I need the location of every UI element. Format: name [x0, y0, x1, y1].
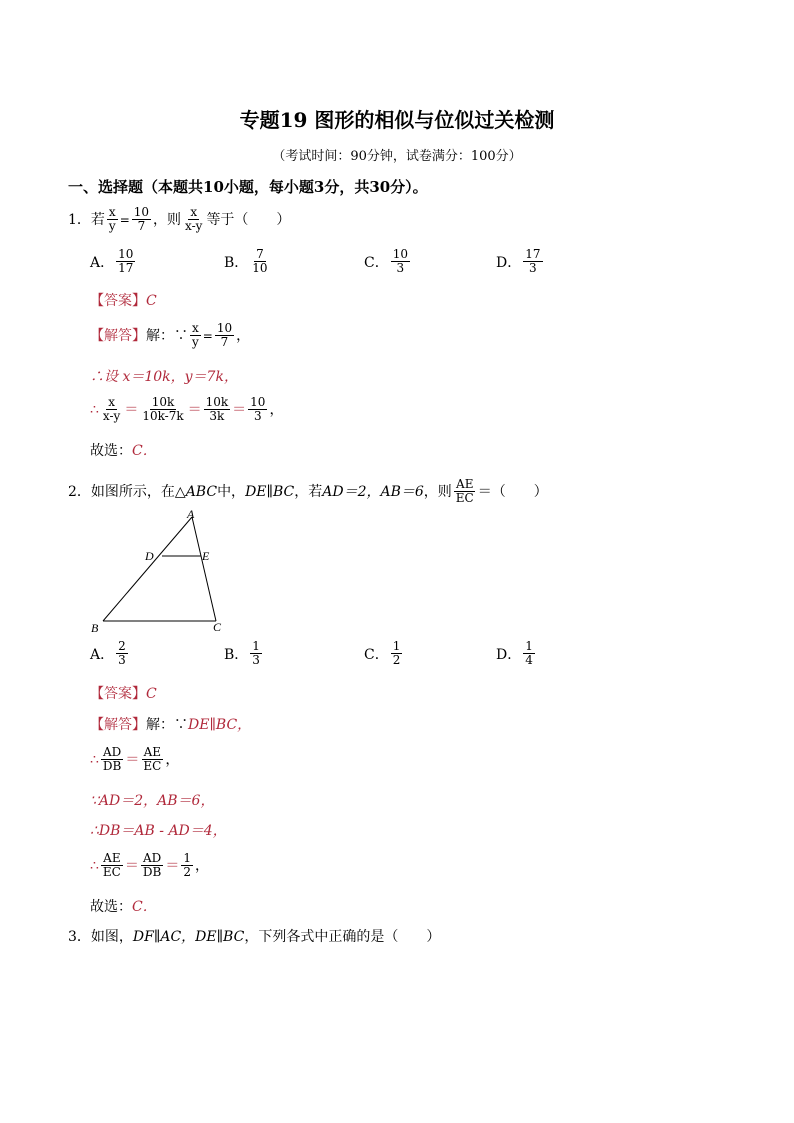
page-title: 专题19 图形的相似与位似过关检测 — [239, 108, 555, 132]
q1-option-a: A． $\frac{10}{17}$ — [90, 247, 134, 275]
q1-answer: 【答案】 C — [90, 293, 157, 309]
q1-option-b: B． $\frac{7}{10}$ — [224, 247, 268, 275]
exam-info: （考试时间：90分钟，试卷满分：100分） — [272, 149, 522, 164]
q2-answer: 【答案】 C — [90, 686, 157, 702]
label-e: E — [202, 549, 210, 563]
q2-solution-2: ∴ $\frac{AD}{DB}$ ＝ $\frac{AE}{EC}$ ， — [90, 745, 180, 773]
question-3: 3．如图， DF∥AC，DE∥BC ，下列各式中正确的是（ ） — [68, 929, 441, 945]
q2-choose: 故选： C． — [90, 899, 157, 915]
question-1: 1．若 $\frac{x}{y}$ = $\frac{10}{7}$ ，则 $\frac{x}{x-y}$ 等于（ ） — [68, 205, 291, 233]
q2-solution-1: 【解答】 解：∵ DE∥BC， — [90, 717, 252, 733]
q1-option-c: C． $\frac{10}{3}$ — [364, 247, 408, 275]
q1-solution-2: ∴设 x＝10k，y＝7k， — [90, 369, 238, 385]
fraction: $\frac{10}{7}$ — [133, 205, 150, 233]
section-heading: 一、选择题（本题共10小题，每小题3分，共30分）。 — [68, 178, 428, 196]
q2-option-a: A． $\frac{2}{3}$ — [90, 639, 126, 667]
fraction: $\frac{x}{x-y}$ — [185, 205, 203, 233]
label-c: C — [213, 620, 222, 634]
q2-solution-5: ∴ $\frac{AE}{EC}$ ＝ $\frac{AD}{DB}$ ＝ $\frac{1}{2}$ ， — [90, 851, 209, 879]
q2-solution-4: ∴DB＝AB - AD＝4， — [90, 823, 227, 839]
label-b: B — [91, 621, 99, 635]
q2-option-d: D． $\frac{1}{4}$ — [496, 639, 533, 667]
q1-choose: 故选： C． — [90, 443, 157, 459]
q2-option-c: C． $\frac{1}{2}$ — [364, 639, 401, 667]
equals-2: ＝ — [165, 857, 180, 874]
label-a: A — [187, 507, 195, 521]
q1-option-d: D． $\frac{17}{3}$ — [496, 247, 541, 275]
fraction: $\frac{x}{y}$ — [108, 205, 116, 233]
equals-2: ＝ — [187, 401, 202, 418]
q2-option-b: B． $\frac{1}{3}$ — [224, 639, 260, 667]
label-d: D — [145, 549, 154, 563]
question-2: 2．如图所示，在△ ABC 中， DE∥BC ，若 AD＝2，AB＝6 ，则 $\frac{AE}{EC}$ ＝（ ） — [68, 477, 548, 505]
q2-solution-3: ∵AD＝2，AB＝6， — [90, 793, 215, 809]
triangle-figure — [85, 505, 235, 635]
q1-solution-3: ∴ $\frac{x}{x-y}$ ＝ $\frac{10k}{10k-7k}$ ＝ $\frac{10k}{3k}$ ＝ $\frac{10}{3}$ ， — [90, 395, 284, 423]
equals-3: ＝ — [232, 401, 247, 418]
q1-solution-1: 【解答】 解：∵ $\frac{x}{y}$ = $\frac{10}{7}$ ， — [90, 321, 251, 349]
